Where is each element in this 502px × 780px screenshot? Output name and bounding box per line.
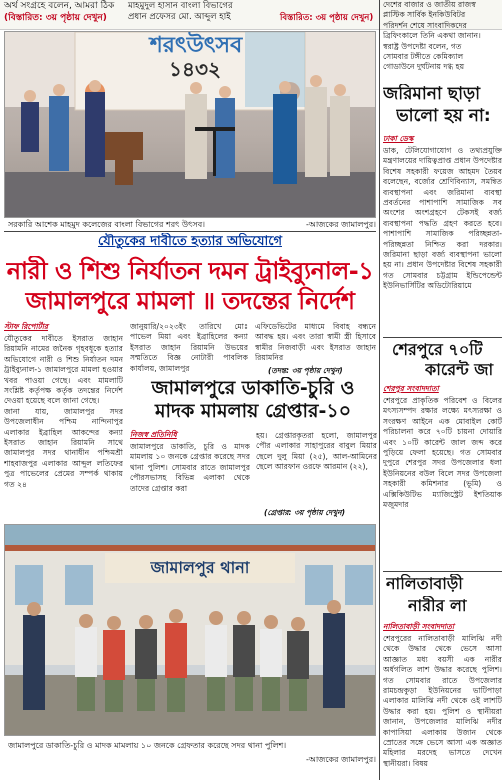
story1-continue-link[interactable]: (তদন্ত: ৩য় পৃষ্ঠায় দেখুন) [268, 366, 343, 375]
right-top-column [383, 0, 502, 82]
column-divider [379, 0, 380, 780]
story1-para-4: এফিডেভিটের মাধ্যমে বিবাহ বন্ধনে আবদ্ধ হয়। এবং তারা স্বামী স্ত্রী হিসাবে স্বামীর নিজবাড়ী এবং ইসরাত জাহান রিয়ামনির [255, 322, 376, 363]
right-top-line-1: দেশের বাজার ও জাতীয় রাজস্ব [383, 0, 476, 9]
story1-kicker: যৌতুকের দাবীতে হত্যার অভিযোগে [98, 234, 282, 249]
right-story1-text: ডাক, টেলিযোগাযোগ ও তথ্যপ্রযুক্তি মন্ত্রণালয়ের দায়িত্বপ্রাপ্ত প্রধান উপদেষ্টার বিশেষ সহকারী ফয়েজ আহমদ তৈয়ব বলেছেন, বর্জ্যের শ্রেণিবিন্যাস, সমন্বিত ব্যবস্থাপনা এবং জরিমানা ব্যবস্থা প্রবর্তনের পাশাপাশি সামাজিক সব অংশের অংশগ্রহণে টেকসই বর্জ্য ব্যবস্থাপনা পদ্ধতি গ্রহণ করতে হবে। পাশাপাশি সামাজিক পরিচ্ছন্নতা-পরিচ্ছন্নতা নিশ্চিত করা দরকার। জরিমানা ছাড়া বর্জ্য ব্যবস্থাপনা ভালো হয় না। প্রধান উপদেষ্টার বিশেষ সহকারী গত সোমবার চট্টগ্রাম ইন্ডিপেন্ডেন্ট ইউনিভার্সিটির অডিটোরিয়ামে [383, 146, 502, 291]
right-story3-text: শেরপুরের নালিতাবাড়ী মালিঝি নদী থেকে উদ্ধার থেকে ভেসে আসা আজ্ঞাত মধ্য বয়সী এক নারীর অর্ধগলিত লাশ উদ্ধার করেছে পুলিশ। গত সোমবার রাতে উপজেলার রামচন্দ্রকুড়া ইউনিয়নের ভাটিপাড়া এলাকার মালিঝি নদী থেকে ওই লাশটি উদ্ধার করা হয়। পুলিশ ও স্থানীয়রা জানান, উপজেলার মালিঝি নদীর কাপাসিয়া এলাকায় উজান থেকে স্রোতের সঙ্গে ভেসে আসা এক অজ্ঞাত মহিলার মরদেহ ভাসতে দেখেন স্থানীয়রা। বিষয় [383, 634, 502, 768]
top-mid-text-2: প্রধান প্রফেসর মো. আব্দুল হাই [128, 12, 231, 22]
right-story1-column [383, 134, 502, 334]
divider [383, 337, 502, 338]
right-story2-byline: শেরপুর সংবাদদাতা [383, 384, 439, 393]
right-story1-byline: ঢাকা ডেস্ক [383, 134, 414, 143]
photo2-caption: জামালপুরে ডাকাতি-চুরি ও মাদক মামলায় ১০ জনকে গ্রেফতার করেছে সদর থানা পুলিশ। [8, 741, 287, 750]
story1-column-2 [130, 322, 248, 382]
story1-column-1 [4, 322, 123, 518]
story2-para-1: জামালপুরে ডাকাতি, চুরি ও মাদক মামলায় ১০ জনকে গ্রেপ্তার করেছে সদর থানা পুলিশ। সোমবার রাতে জামালপুর পৌরসভাসহ বিভিন্ন এলাকা থেকে তাদের গ্রেপ্তার করা [130, 442, 250, 493]
story2-continue-link[interactable]: (গ্রেপ্তার: ৩য় পৃষ্ঠায় দেখুন) [264, 508, 346, 517]
story2-headline-1: জামালপুরে ডাকাতি-চুরি ও [151, 377, 355, 399]
story2-headline-box [129, 377, 377, 423]
story2-para-2: হয়। গ্রেপ্তারকৃতরা হলো, জামালপুর পৌর এলাকার সাহাপুরের বাবুল মিয়ার ছেলে দুলু মিয়া (২৫), আল-আমিনের ছেলে আরফান ওরফে আরমান (২২), [256, 431, 377, 472]
photo2-credit: -আজকের জামালপুর। [305, 755, 376, 764]
top-continue-link[interactable]: (বিস্তারিত: ৩য় পৃষ্ঠায় দেখুন) [4, 13, 107, 23]
photo1-credit: -আজকের জামালপুর। [305, 220, 376, 229]
right-story2-headline-1: শেরপুরে ৭০টি [392, 340, 483, 359]
right-story3-headline-1: নালিতাবাড়ী [386, 574, 463, 593]
divider [4, 231, 376, 232]
station-sign: জামালপুর থানা [150, 558, 250, 577]
right-story2-column [383, 384, 502, 570]
arrest-photo [4, 524, 376, 736]
top-mid-text-1: মাহমুদুল হাসান বাংলা বিভাগের [128, 1, 233, 11]
right-story1-headline-1: জরিমানা ছাড়া [383, 84, 481, 104]
top-mid-continue[interactable]: বিস্তারিত: ৩য় পৃষ্ঠায় দেখুন) [280, 13, 374, 23]
right-top-line-4: ব্রিফিংকালে তিনি একথা জানান। [383, 31, 481, 41]
story1-para-1: যৌতুকের দাবীতে ইসরাত জাহান রিয়ামনি নামের জনৈক গৃহবধূকে হত্যার অভিযোগে নারী ও শিশু নির্যাতন দমন ট্রাইব্যুনাল-১ জামালপুরে মামলা হওয়ার খবর পাওয়া গেছে। এবং মামলাটি সংশ্লিষ্ট কর্তৃপক্ষ কর্তৃক তদন্তের নির্দেশ দেওয়া হয়েছে বলে জানা গেছে। [4, 334, 123, 406]
story1-para-3: জানুয়ারি/২০২৩ইং তারিখে মোঃ পাভেল মিয়া এবং ইব্রাহিলের কন্যা ইসরাত জাহান রিয়ামনি উভয়ের সম্মতিতে বিজ্ঞ নোটারী পাবলিক কার্যালয়, জামালপুর [130, 322, 248, 373]
right-story3-byline: নালিতাবাড়ী সংবাদদাতা [383, 622, 455, 631]
story1-headline-1: নারী ও শিশু নির্যাতন দমন ট্রাইব্যুনাল-১ [6, 257, 374, 285]
story1-column-3 [255, 322, 376, 364]
right-top-line-3: পরিদর্শন শেষে সাংবাদিকদের [383, 20, 467, 30]
banner-year: ১৪৩২ [169, 57, 221, 81]
story2-column-2 [256, 431, 377, 501]
story1-para-2: জানা যায়, জামালপুর সদর উপজেলাধীন পশ্চিম নান্দিনাপুর এলাকার ইব্রাহিল আকন্দের কন্যা ইসরাত জাহান রিয়ামনি সাথে জামালপুর সদর থানাধীন পশ্চিমশ্রী শাহবাজপুর এলাকার আব্দুল লতিফের পুত্র পাভেলের প্রেমের সম্পর্ক থাকায় গত ২৪ [4, 406, 123, 489]
divider [383, 571, 502, 572]
story1-headline-2: জামালপুরে মামলা ॥ তদন্তের নির্দেশ [25, 287, 355, 315]
top-text-1: অর্থ সংগ্রহে বলেন, আমরা ঠিক [4, 1, 115, 11]
right-top-line-2: প্লাস্টিক সার্বিক ইনকিউবিটর [383, 10, 466, 20]
story2-byline: নিজস্ব প্রতিনিধি [130, 430, 177, 439]
story2-column-1 [130, 430, 250, 520]
right-story2-headline-2: কারেন্ট জা [425, 360, 494, 379]
right-story2-text: শেরপুরে প্রাকৃতিক পরিবেশ ও বিলের মৎস্যসম্পদ রক্ষার লক্ষ্যে মৎস্যরক্ষা ও সংরক্ষণ আইনে এক মোবাইল কোর্ট পরিচালনা করে ৭০টি চায়না দোয়ারি এবং ১০টি কারেন্ট জাল জব্দ করে পুড়িয়ে ফেলা হয়েছে। গত সোমবার দুপুরে শেরপুর সদর উপজেলার ধলা ইউনিয়নের বউল বিলে সদর উপজেলা সহকারী কমিশনার (ভূমি) ও এক্সিকিউটিভ ম্যাজিস্ট্রেট ইশতিয়াক মজুমদার [383, 396, 502, 510]
right-story3-column [383, 622, 502, 778]
photo1-caption: সরকারি আশেক মাহমুদ কলেজের বাংলা বিভাগের শরৎ উৎসব। [8, 220, 206, 229]
right-top-line-6: সোমবার টঙ্গীতে কেমিক্যাল [383, 52, 464, 62]
banner-title: শরৎউৎসব [149, 33, 243, 58]
right-top-line-5: স্বরাষ্ট্র উপদেষ্টা বলেন, গত [383, 41, 462, 51]
autumn-festival-photo [4, 31, 376, 218]
right-story3-headline-2: নারীর লা [408, 596, 467, 615]
right-top-line-7: গোডাউনে দুর্ঘটনায় দগ্ধ হয় [383, 62, 465, 72]
right-story1-headline-2: ভালো হয় না: [396, 106, 491, 126]
story2-headline-2: মাদক মামলায় গ্রেপ্তার-১০ [154, 400, 352, 422]
story1-byline: স্টাফ রিপোর্টার [4, 322, 49, 331]
